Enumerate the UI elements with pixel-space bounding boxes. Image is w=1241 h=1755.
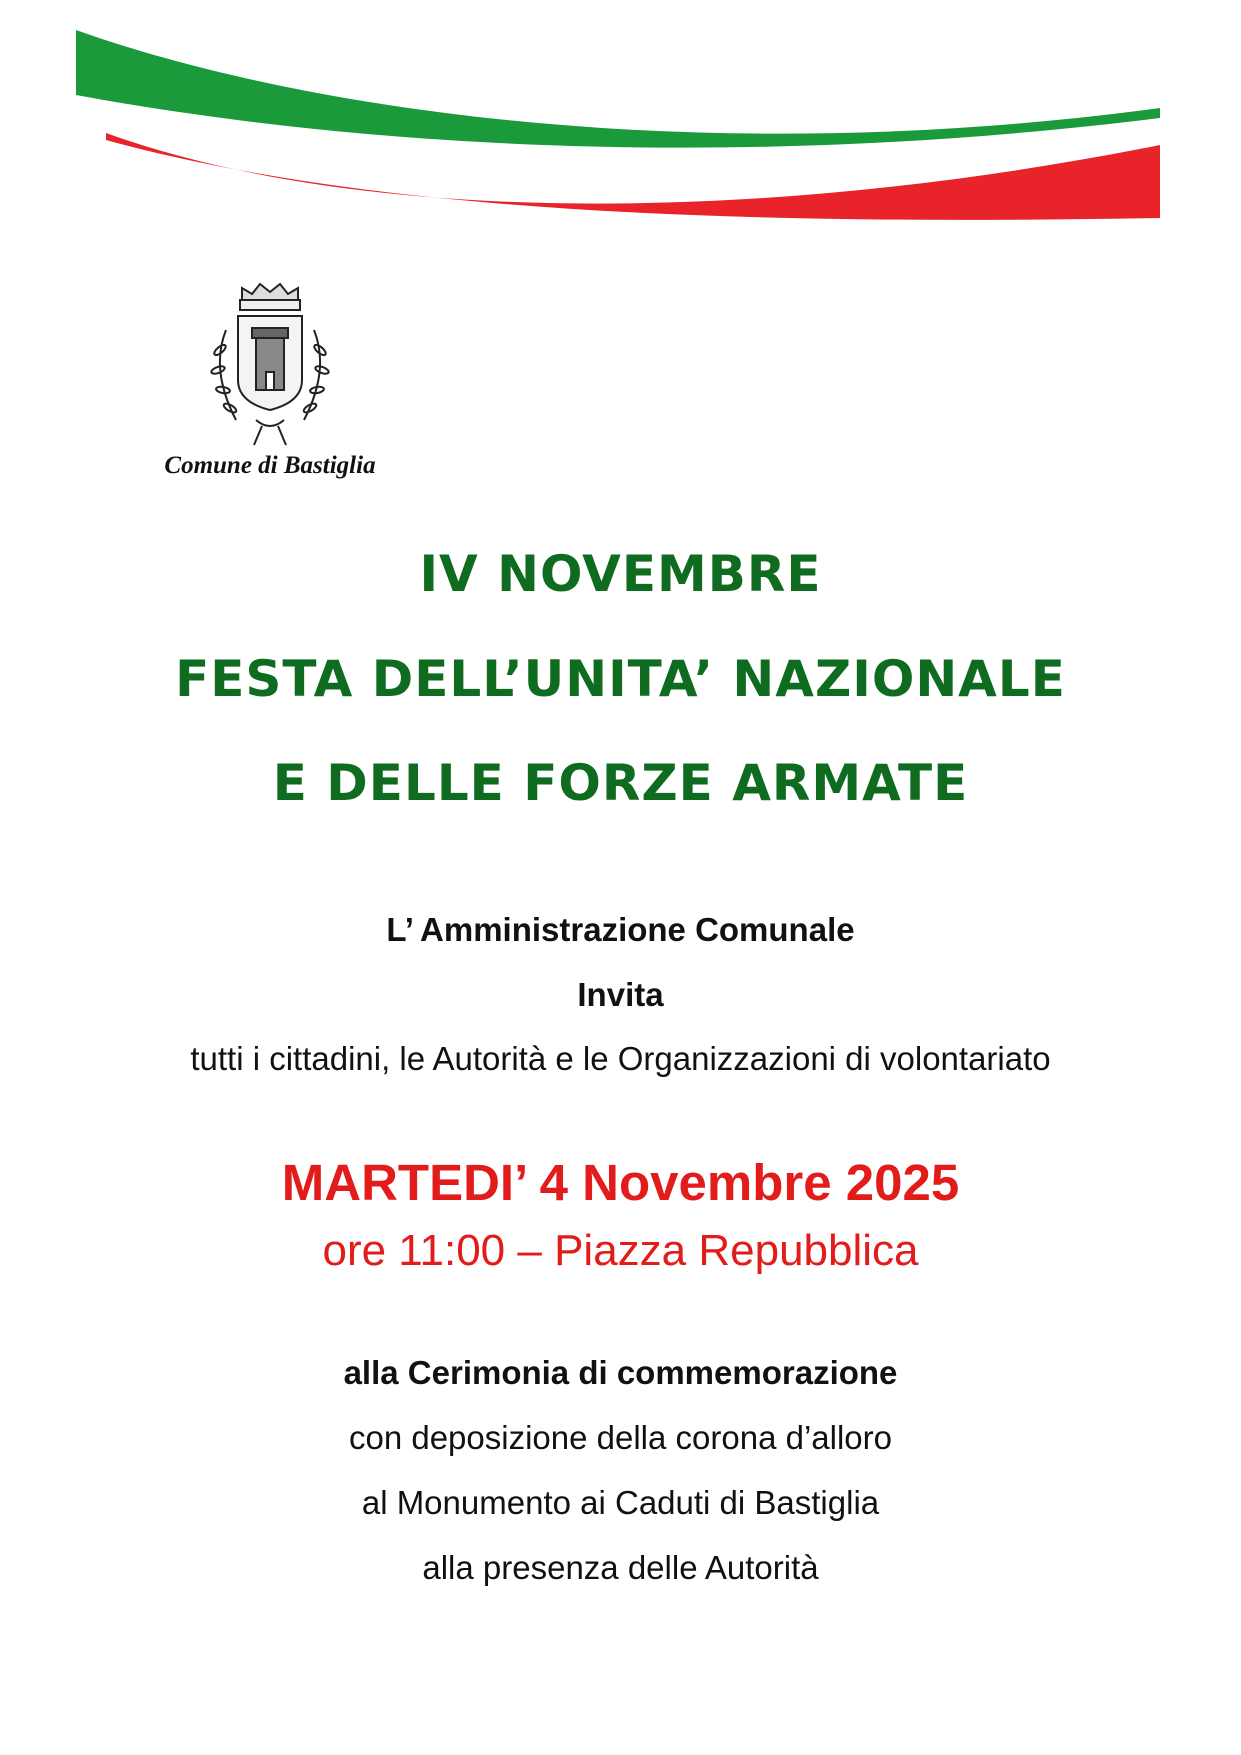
invitation-line-1: L’ Amministrazione Comunale <box>386 911 855 948</box>
title-line-2: FESTA DELL’UNITA’ NAZIONALE <box>175 650 1066 708</box>
municipal-coat-of-arms-icon <box>196 280 344 455</box>
title-line-1: IV NOVEMBRE <box>419 545 822 603</box>
ceremony-line-3: al Monumento ai Caduti di Bastiglia <box>361 1484 880 1521</box>
ceremony-line-4: alla presenza delle Autorità <box>422 1549 819 1586</box>
invitation-line-2: Invita <box>577 976 664 1013</box>
ceremony-line-2: con deposizione della corona d’alloro <box>348 1419 893 1456</box>
ceremony-line-1: alla Cerimonia di commemorazione <box>343 1354 898 1391</box>
tricolor-banner <box>0 0 1241 240</box>
event-date: MARTEDI’ 4 Novembre 2025 <box>281 1154 960 1211</box>
title-line-3: E DELLE FORZE ARMATE <box>272 754 969 812</box>
invitation-line-3: tutti i cittadini, le Autorità e le Organizzazioni di volontariato <box>190 1040 1051 1077</box>
event-time-place: ore 11:00 – Piazza Repubblica <box>322 1226 919 1275</box>
green-stripe <box>76 30 1160 148</box>
municipality-name: Comune di Bastiglia <box>164 452 376 479</box>
